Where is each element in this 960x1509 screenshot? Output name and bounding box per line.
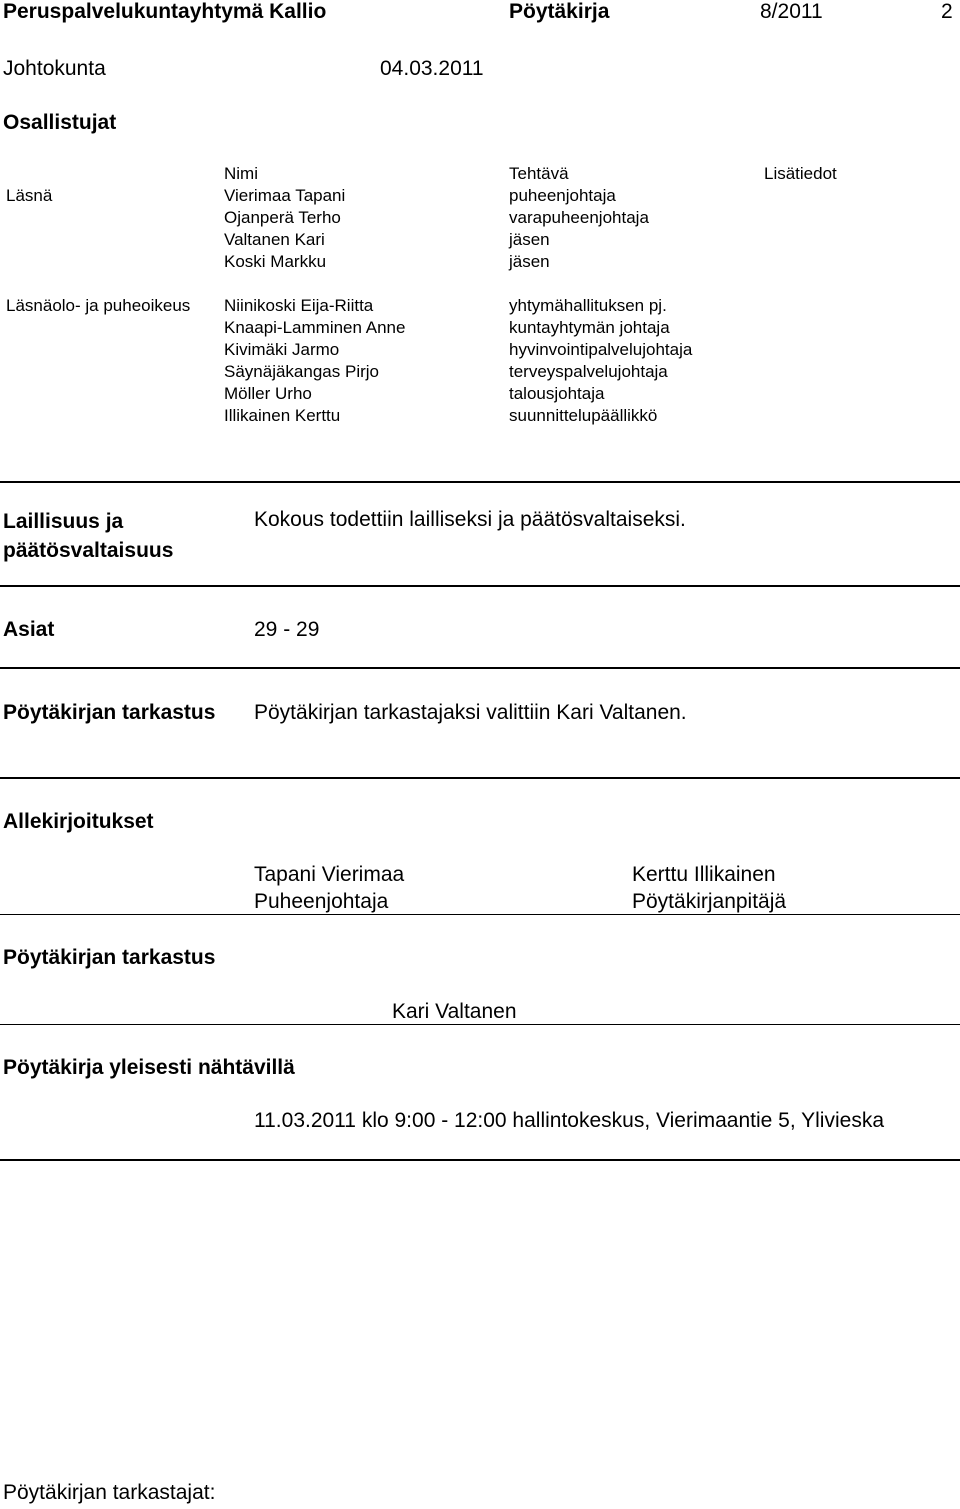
participant-name: Möller Urho	[224, 384, 312, 403]
section-divider	[0, 481, 960, 483]
participants-heading: Osallistujat	[3, 111, 117, 134]
participant-role: talousjohtaja	[509, 384, 605, 403]
participant-role: puheenjohtaja	[509, 186, 616, 205]
participant-role: varapuheenjohtaja	[509, 208, 649, 227]
secretary-name: Kerttu Illikainen	[632, 863, 776, 886]
column-header-role: Tehtävä	[509, 164, 569, 183]
participant-name: Niinikoski Eija-Riitta	[224, 296, 374, 315]
participant-role: yhtymähallituksen pj.	[509, 296, 667, 315]
chair-name: Tapani Vierimaa	[254, 863, 405, 886]
participant-name: Säynäjäkangas Pirjo	[224, 362, 379, 381]
legality-label-line1: Laillisuus ja	[3, 510, 124, 533]
section-divider	[0, 585, 960, 587]
participant-role: jäsen	[509, 230, 550, 249]
participant-name: Ojanperä Terho	[224, 208, 341, 227]
document-number: 8/2011	[760, 0, 823, 23]
participant-name: Vierimaa Tapani	[224, 186, 346, 205]
review-heading: Pöytäkirjan tarkastus	[3, 946, 216, 969]
legality-text: Kokous todettiin lailliseksi ja päätösvaltaiseksi.	[254, 508, 686, 531]
public-display-text: 11.03.2011 klo 9:00 - 12:00 hallintokeskus, Vierimaantie 5, Ylivieska	[254, 1109, 884, 1132]
minutes-check-text: Pöytäkirjan tarkastajaksi valittiin Kari Valtanen.	[254, 701, 687, 724]
participant-name: Kivimäki Jarmo	[224, 340, 340, 359]
speaking-rights-label: Läsnäolo- ja puheoikeus	[6, 296, 191, 315]
participant-name: Illikainen Kerttu	[224, 406, 341, 425]
participant-name: Valtanen Kari	[224, 230, 325, 249]
participant-role: hyvinvointipalvelujohtaja	[509, 340, 693, 359]
section-divider	[0, 914, 960, 915]
column-header-name: Nimi	[224, 164, 258, 183]
section-divider	[0, 777, 960, 779]
reviewers-label: Pöytäkirjan tarkastajat:	[3, 1481, 216, 1504]
legality-label	[3, 507, 173, 565]
minutes-check-label: Pöytäkirjan tarkastus	[3, 701, 216, 724]
participant-role: jäsen	[509, 252, 550, 271]
present-label: Läsnä	[6, 186, 53, 205]
meeting-date: 04.03.2011	[380, 57, 484, 80]
page-number: 2	[941, 0, 953, 23]
chair-title: Puheenjohtaja	[254, 890, 389, 913]
participant-name: Knaapi-Lamminen Anne	[224, 318, 406, 337]
participant-role: terveyspalvelujohtaja	[509, 362, 668, 381]
section-divider	[0, 1024, 960, 1025]
participant-role: kuntayhtymän johtaja	[509, 318, 670, 337]
section-divider	[0, 1159, 960, 1161]
legality-label-line2: päätösvaltaisuus	[3, 539, 174, 562]
organization-name: Peruspalvelukuntayhtymä Kallio	[3, 0, 327, 23]
section-divider	[0, 667, 960, 669]
reviewer-name: Kari Valtanen	[392, 1000, 517, 1023]
signatures-heading: Allekirjoitukset	[3, 810, 154, 833]
document-type: Pöytäkirja	[509, 0, 610, 23]
secretary-title: Pöytäkirjanpitäjä	[632, 890, 787, 913]
column-header-extra: Lisätiedot	[764, 164, 837, 183]
items-value: 29 - 29	[254, 618, 320, 641]
public-display-heading: Pöytäkirja yleisesti nähtävillä	[3, 1056, 295, 1079]
participant-role: suunnittelupäällikkö	[509, 406, 658, 425]
items-label: Asiat	[3, 618, 55, 641]
participant-name: Koski Markku	[224, 252, 327, 271]
governing-body: Johtokunta	[3, 57, 106, 80]
